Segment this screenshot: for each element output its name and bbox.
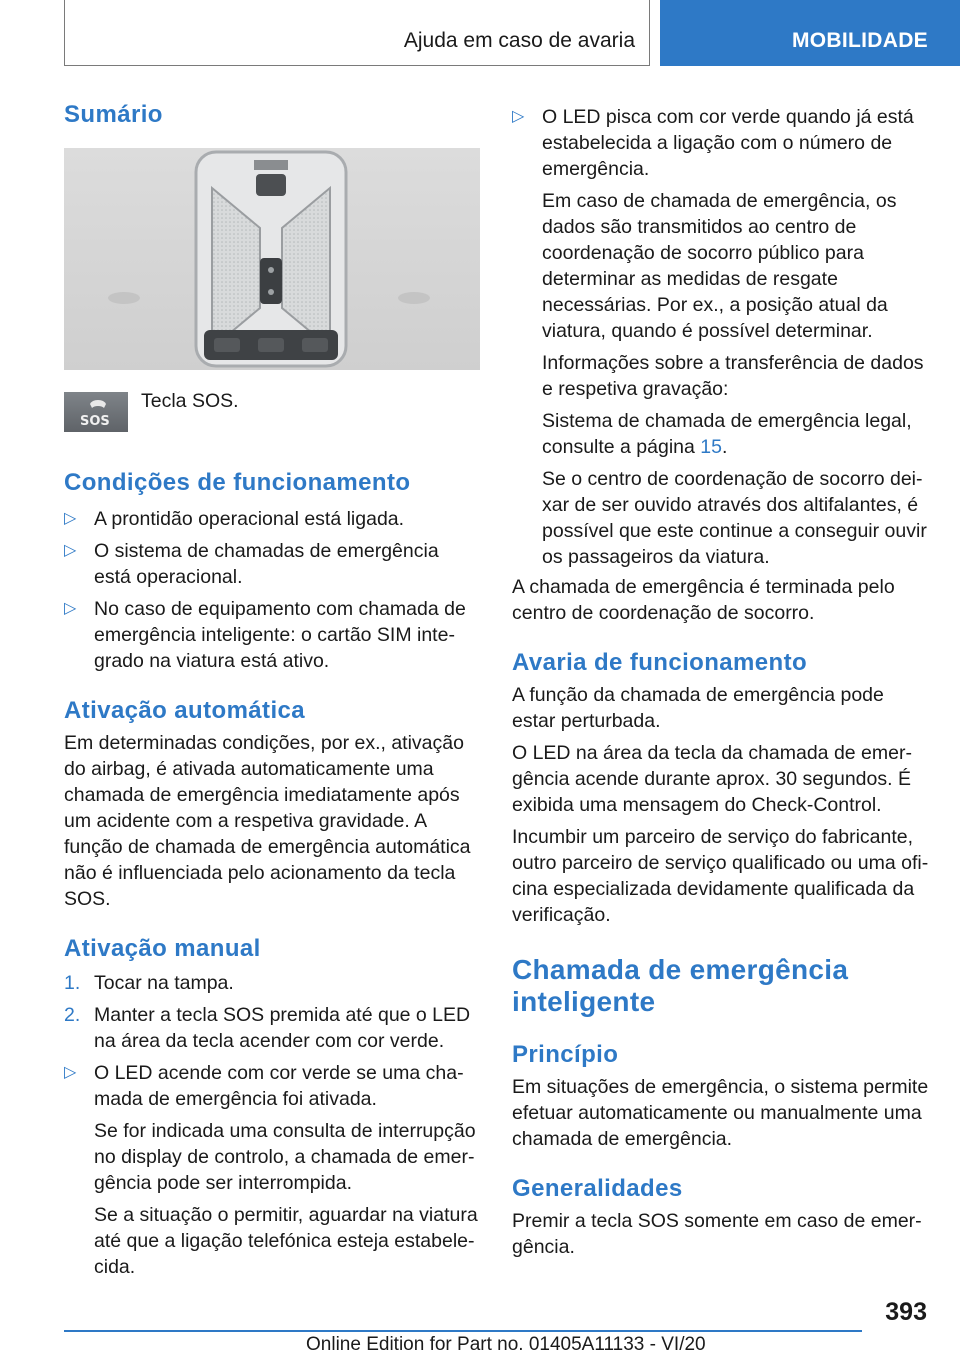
triangle-bullet-icon: ▷ bbox=[64, 510, 77, 527]
manual-steps-list bbox=[64, 970, 480, 1280]
step-item: 2. Manter a tecla SOS premida até que o LED na área da tecla acender com cor verde. bbox=[64, 1004, 471, 1052]
fault-heading: Avaria de funcionamento bbox=[512, 649, 808, 676]
right-column bbox=[512, 100, 930, 1260]
triangle-bullet-icon: ▷ bbox=[64, 600, 77, 617]
data-transmission-note: Em caso de chamada de emergência, os dados são transmitidos ao centro de coordenação de socorro público para determinar as medidas de resgate necessárias. Por ex., a posição atual da viatura, quando é possível determinar. bbox=[542, 190, 897, 342]
sos-key-label: Tecla SOS. bbox=[141, 390, 239, 412]
overhead-console-image bbox=[64, 148, 480, 370]
list-item: ▷ A prontidão operacional está ligada. bbox=[64, 508, 405, 530]
fault-text-1: A função da chamada de emergência pode estar perturbada. bbox=[512, 684, 884, 732]
auto-activation-heading: Ativação automática bbox=[64, 697, 306, 724]
conditions-list bbox=[64, 506, 480, 674]
chapter-title: MOBILIDADE bbox=[792, 29, 928, 52]
principle-text: Em situações de emergência, o sistema permite efetuar automaticamente ou manualmente uma chamada de emergência. bbox=[512, 1076, 929, 1150]
principle-heading: Princípio bbox=[512, 1041, 619, 1068]
list-item: ▷ O LED acende com cor verde se uma chamada de emergência foi ativada. bbox=[64, 1062, 464, 1110]
chapter-tab bbox=[660, 0, 960, 66]
overhead-console-illustration bbox=[64, 148, 480, 370]
section-title: Ajuda em caso de avaria bbox=[403, 29, 635, 52]
legal-system-note: Sistema de chamada de emergência legal, consulte a página 15. bbox=[542, 410, 912, 458]
general-heading: Generalidades bbox=[512, 1175, 683, 1202]
led-note-2: Se a situação o permitir, aguardar na viatura até que a ligação telefónica esteja estabelecida. bbox=[94, 1204, 478, 1278]
edition-text: Online Edition for Part no. 01405A11133 - VI/20 bbox=[306, 1334, 706, 1355]
footer-divider bbox=[64, 1330, 862, 1332]
sos-button-icon bbox=[64, 392, 128, 432]
auto-activation-text: Em determinadas condições, por ex., ativação do airbag, é ativada automaticamente uma chamada de emergência imediatamente após um acidente com a respetiva gravidade. A função de chamada de emergência automática não é influenciada pelo acionamento da tecla SOS. bbox=[64, 732, 471, 910]
data-recording-note: Informações sobre a transferência de dados e respetiva gravação: bbox=[542, 352, 924, 400]
conditions-heading: Condições de funcionamento bbox=[64, 469, 411, 496]
list-item: ▷ No caso de equipamento com chamada de emergência inteligente: o cartão SIM integrado na viatura está ativo. bbox=[64, 598, 466, 672]
section-tab bbox=[64, 0, 650, 66]
page-number: 393 bbox=[885, 1298, 927, 1326]
fault-text-3: Incumbir um parceiro de serviço do fabricante, outro parceiro de serviço qualificado ou uma oficina especializada devidamente qualificada da verificação. bbox=[512, 826, 929, 926]
speaker-note: Se o centro de coordenação de socorro deixar de ser ouvido através dos altifalantes, é possível que este continue a conseguir ouvir os passageiros da viatura. bbox=[542, 468, 927, 568]
summary-heading: Sumário bbox=[64, 101, 163, 128]
left-column bbox=[64, 100, 480, 1280]
call-end-text: A chamada de emergência é terminada pelo centro de coordenação de socorro. bbox=[512, 576, 895, 624]
list-item: ▷ O LED pisca com cor verde quando já está estabelecida a ligação com o número de emergência. bbox=[512, 106, 914, 180]
step-item: 1. Tocar na tampa. bbox=[64, 972, 234, 994]
led-note-1: Se for indicada uma consulta de interrupção no display de controlo, a chamada de emergência pode ser interrompida. bbox=[94, 1120, 476, 1194]
page-header bbox=[64, 0, 960, 66]
triangle-bullet-icon: ▷ bbox=[64, 1064, 77, 1081]
svg-text:SOS: SOS bbox=[80, 414, 110, 429]
page-reference-link[interactable]: 15 bbox=[700, 436, 722, 458]
list-item: ▷ O sistema de chamadas de emergência está operacional. bbox=[64, 540, 439, 588]
fault-text-2: O LED na área da tecla da chamada de emergência acende durante aprox. 30 segundos. É exibida uma mensagem do Check-Control. bbox=[512, 742, 912, 816]
triangle-bullet-icon: ▷ bbox=[512, 108, 525, 125]
manual-activation-heading: Ativação manual bbox=[64, 935, 261, 962]
sos-key-row bbox=[64, 388, 480, 454]
general-text: Premir a tecla SOS somente em caso de emergência. bbox=[512, 1210, 922, 1258]
intelligent-call-heading: Chamada de emergência inteligente bbox=[512, 954, 849, 1017]
triangle-bullet-icon: ▷ bbox=[64, 542, 77, 559]
